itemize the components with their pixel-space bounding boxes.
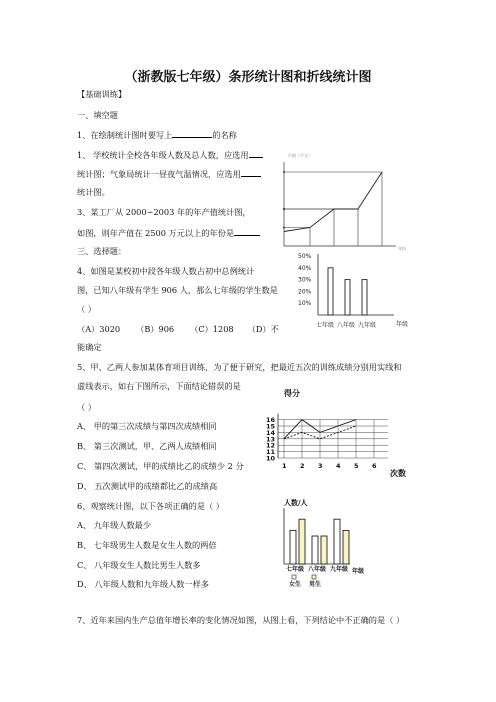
chart4-legend-female: 女生	[289, 581, 302, 588]
chart2-x-tick-label: 八年级	[337, 322, 356, 329]
question-5: 5、甲、乙两人参加某体育项目训练，为了便于研究，把最近五次的训练成绩分别用实线和	[77, 362, 402, 372]
chart3-x-tick-label: 4	[336, 462, 341, 470]
chart2-y-tick-label: 10%	[298, 300, 312, 308]
production-value-chart	[280, 148, 410, 258]
chart2-xlabel: 年级	[396, 321, 409, 328]
chart3-y-tick-label: 14	[266, 428, 276, 437]
part-heading-3: 三、选择题：	[77, 246, 127, 256]
chart4-bar-male	[321, 536, 327, 564]
chart2-y-tick-label: 20%	[298, 288, 312, 296]
chart4-bar-female	[312, 536, 318, 564]
chart4-x-tick-label: 八年级	[308, 566, 327, 573]
chart4-xlabel: 年级	[352, 568, 365, 575]
chart2-bar	[328, 268, 333, 315]
chart4-bar-male	[343, 530, 349, 564]
chart3-x-tick-label: 6	[372, 462, 377, 470]
chart4-x-tick-label: 七年级	[286, 566, 305, 573]
students-bar-chart	[280, 496, 370, 594]
chart3-y-tick-label: 11	[266, 448, 276, 457]
question-4-line3: （ ）	[77, 304, 96, 314]
chart3-y-tick-label: 10	[266, 454, 276, 463]
question-6-option-b: B、 七年级男生人数是女生人数的两倍	[77, 540, 217, 550]
chart3-x-tick-label: 3	[318, 462, 323, 470]
chart3-y-tick-label: 15	[266, 422, 276, 431]
chart4-bar-male	[299, 519, 305, 564]
question-1-2-line2: 统计图；气象局统计一昼夜气温情况，应选用	[77, 167, 261, 180]
chart3-ylabel: 得分	[284, 389, 300, 398]
chart4-bar-female	[334, 519, 340, 564]
chart4-x-tick-label: 九年级	[330, 566, 349, 573]
grade-percent-chart	[296, 250, 422, 332]
chart3-y-tick-label: 12	[266, 441, 276, 450]
chart1-y-tick	[283, 171, 285, 173]
question-5-line2: 虚线表示，如右下图所示，下面结论错误的是	[77, 381, 241, 391]
question-7: 7、近年来国内生产总值年增长率的变化情况如图，从图上看，下列结论中不正确的是（ ）	[77, 615, 405, 625]
question-5-line3: （ ）	[77, 402, 96, 412]
chart4-legend-male: 男生	[309, 581, 322, 588]
chart2-bar	[362, 280, 367, 315]
question-5-option-d: D、 五次测试甲的成绩都比乙的成绩高	[77, 481, 218, 491]
chart1-y-tick	[283, 227, 285, 229]
question-4: 4、如图是某校初中段各年级人数占初中总例统计	[77, 266, 255, 276]
chart2-x-tick-label: 九年级	[358, 322, 377, 329]
question-6-option-d: D、 八年级人数和九年级人数一样多	[77, 579, 209, 589]
scores-line-chart	[266, 386, 416, 480]
chart1-series-line	[284, 172, 382, 232]
chart4-bar-female	[290, 530, 296, 564]
part-heading: 一、填空题	[77, 110, 118, 120]
question-1-2: 1、 学校统计全校各年级人数及总人数，应选用	[77, 148, 263, 161]
chart2-y-tick-label: 40%	[298, 264, 312, 272]
chart2-y-tick-label: 30%	[298, 276, 312, 284]
chart1-y-tick	[283, 208, 285, 210]
chart3-y-tick-label: 16	[266, 416, 276, 425]
chart3-x-tick-label: 2	[300, 462, 305, 470]
page-title: （浙教版七年级）条形统计图和折线统计图	[124, 70, 372, 85]
question-6-option-c: C、 八年级女生人数比男生人数多	[77, 560, 201, 570]
chart3-y-tick-label: 13	[266, 435, 276, 444]
question-4-line2: 图，已知八年级有学生 906 人，那么七年级的学生数是	[77, 285, 278, 295]
chart1-xlabel: 年份	[398, 246, 406, 251]
chart3-xlabel: 次数	[390, 469, 406, 478]
question-3: 3、某工厂从 2000∽2003 年的年产值统计图，	[77, 207, 251, 217]
chart3-x-tick-label: 5	[354, 462, 359, 470]
chart3-x-tick-label: 1	[282, 462, 287, 470]
section-label: 【基础训练】	[77, 89, 127, 99]
chart1-ylabel: 产值（千万）	[288, 153, 312, 158]
question-6-option-a: A、 九年级人数最少	[77, 520, 152, 530]
question-6: 6、观察统计图，以下各项正确的是（ ）	[77, 501, 224, 511]
chart2-x-tick-label: 七年级	[316, 322, 335, 329]
question-3-line2: 如图，则年产值在 2500 万元以上的年份是	[77, 226, 260, 239]
question-4-options: （A）3020 （B）906 （C）1208 （D）不	[77, 324, 279, 334]
chart2-y-tick-label: 50%	[298, 253, 312, 260]
question-5-option-a: A、 甲的第三次成绩与第四次成绩相同	[77, 421, 217, 431]
chart4-legend-male-swatch	[312, 575, 316, 579]
question-1: 1、在绘制统计图时要写上 的名称	[77, 130, 237, 140]
chart4-ylabel: 人数/人	[284, 499, 308, 507]
question-1-2-line3: 统计图。	[77, 187, 110, 197]
chart4-legend-female-swatch	[292, 575, 296, 579]
question-5-option-c: C、 第四次测试，甲的成绩比乙的成绩少 2 分	[77, 461, 244, 471]
chart2-bar	[345, 280, 350, 315]
question-5-option-b: B、 第三次测试，甲、乙两人成绩相同	[77, 441, 217, 451]
question-4-line5: 能确定	[77, 342, 102, 352]
